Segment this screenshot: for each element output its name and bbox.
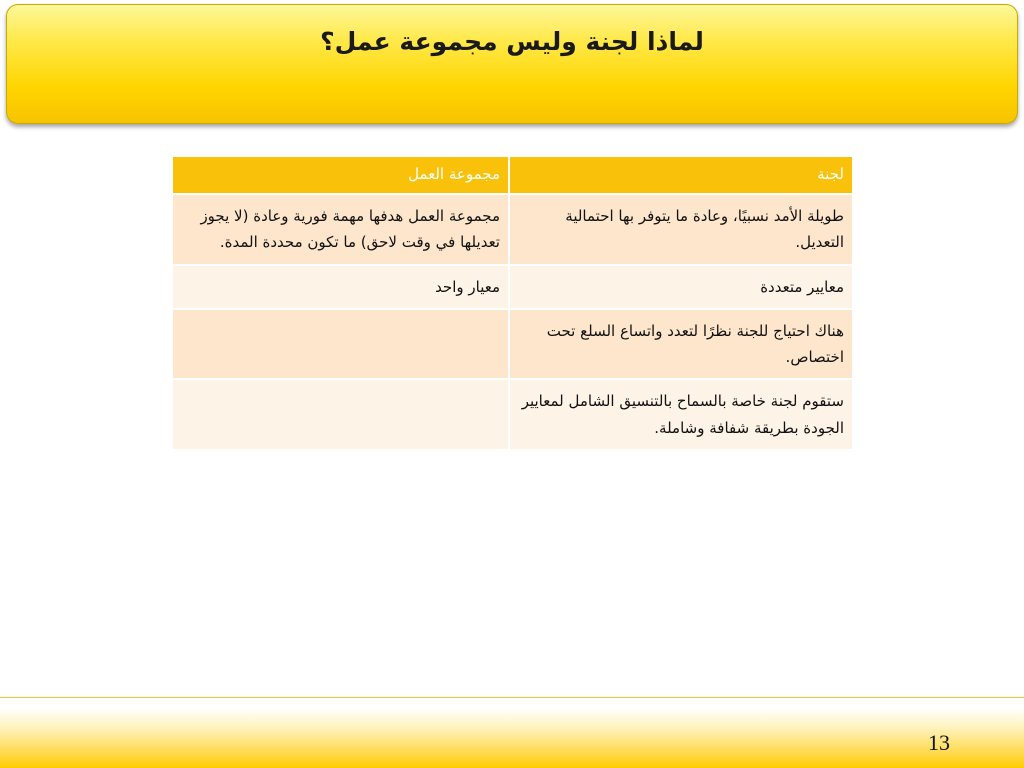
table-header-row xyxy=(172,156,853,194)
cell-committee: معايير متعددة xyxy=(509,265,853,309)
header-committee: لجنة xyxy=(509,156,853,194)
cell-working-group: مجموعة العمل هدفها مهمة فورية وعادة (لا يجوز تعديلها في وقت لاحق) ما تكون محددة المدة. xyxy=(172,194,509,265)
table-row xyxy=(172,379,853,450)
cell-committee: ستقوم لجنة خاصة بالسماح بالتنسيق الشامل لمعايير الجودة بطريقة شفافة وشاملة. xyxy=(509,379,853,450)
footer-divider xyxy=(0,697,1024,698)
slide-title: لماذا لجنة وليس مجموعة عمل؟ xyxy=(320,27,704,56)
cell-committee: طويلة الأمد نسبيًا، وعادة ما يتوفر بها احتمالية التعديل. xyxy=(509,194,853,265)
cell-working-group xyxy=(172,309,509,380)
cell-working-group: معيار واحد xyxy=(172,265,509,309)
header-working-group: مجموعة العمل xyxy=(172,156,509,194)
cell-committee: هناك احتياج للجنة نظرًا لتعدد واتساع السلع تحت اختصاص. xyxy=(509,309,853,380)
table-row xyxy=(172,265,853,309)
table-row xyxy=(172,194,853,265)
table-row xyxy=(172,309,853,380)
comparison-table xyxy=(171,155,854,451)
page-number: 13 xyxy=(928,730,950,755)
slide-title-bar xyxy=(6,4,1018,124)
cell-working-group xyxy=(172,379,509,450)
footer-band xyxy=(0,708,1024,768)
